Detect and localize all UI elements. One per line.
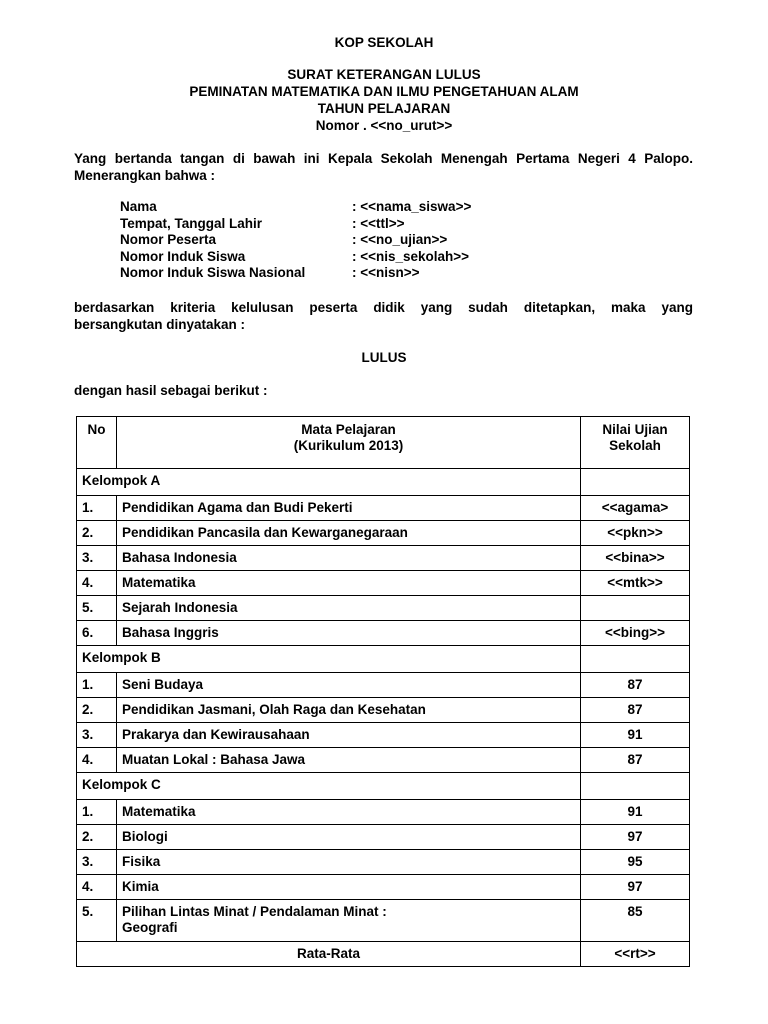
group-score-cell bbox=[581, 646, 690, 673]
identity-value: : <<nama_siswa>> bbox=[352, 199, 472, 214]
row-subject: Matematika bbox=[117, 800, 581, 825]
table-row bbox=[77, 850, 690, 875]
table-row bbox=[77, 698, 690, 723]
table-row bbox=[77, 596, 690, 621]
table-row bbox=[77, 800, 690, 825]
row-subject: Matematika bbox=[117, 571, 581, 596]
row-no: 4. bbox=[77, 748, 117, 773]
identity-value: : <<nisn>> bbox=[352, 265, 420, 281]
row-score: 91 bbox=[581, 723, 690, 748]
row-no: 4. bbox=[77, 571, 117, 596]
identity-label: Nomor Induk Siswa Nasional bbox=[120, 265, 306, 281]
identity-value: : <<nis_sekolah>> bbox=[352, 248, 470, 264]
row-subject: Pendidikan Pancasila dan Kewarganegaraan bbox=[117, 521, 581, 546]
row-score: 97 bbox=[581, 825, 690, 850]
identity-value: : <<ttl>> bbox=[352, 215, 405, 231]
group-score-cell bbox=[581, 773, 690, 800]
identity-label: Nomor Peserta bbox=[120, 232, 217, 248]
kop-sekolah: KOP SEKOLAH bbox=[334, 35, 434, 50]
header-no bbox=[77, 417, 117, 469]
academic-year: TAHUN PELAJARAN bbox=[317, 101, 451, 116]
table-row bbox=[77, 571, 690, 596]
row-no: 5. bbox=[77, 900, 117, 942]
table-row bbox=[77, 546, 690, 571]
row-score: 87 bbox=[581, 698, 690, 723]
table-row bbox=[77, 673, 690, 698]
row-no: 2. bbox=[77, 521, 117, 546]
grades-table bbox=[76, 416, 690, 967]
identity-value: : <<no_ujian>> bbox=[352, 232, 448, 248]
row-subject: Kimia bbox=[117, 875, 581, 900]
intro-line-2: Menerangkan bahwa : bbox=[74, 168, 216, 183]
row-no: 2. bbox=[77, 825, 117, 850]
group-row bbox=[77, 646, 690, 673]
group-row bbox=[77, 469, 690, 496]
row-score: 87 bbox=[581, 673, 690, 698]
row-score: 85 bbox=[581, 900, 690, 942]
document-subtitle: PEMINATAN MATEMATIKA DAN ILMU PENGETAHUAN ALAM bbox=[189, 84, 579, 99]
average-score: <<rt>> bbox=[581, 942, 690, 967]
row-subject: Sejarah Indonesia bbox=[117, 596, 581, 621]
document-number: Nomor . <<no_urut>> bbox=[315, 118, 453, 133]
intro-paragraph bbox=[74, 150, 693, 184]
row-score: <<bing>> bbox=[581, 621, 690, 646]
row-no: 1. bbox=[77, 496, 117, 521]
document-title: SURAT KETERANGAN LULUS bbox=[287, 67, 481, 82]
table-row bbox=[77, 900, 690, 942]
row-no: 5. bbox=[77, 596, 117, 621]
table-row bbox=[77, 621, 690, 646]
row-score: <<mtk>> bbox=[581, 571, 690, 596]
identity-row bbox=[120, 216, 620, 233]
row-subject: Biologi bbox=[117, 825, 581, 850]
header-no-label: No bbox=[87, 422, 106, 437]
row-score: 91 bbox=[581, 800, 690, 825]
table-header-row bbox=[77, 417, 690, 469]
row-subject: Seni Budaya bbox=[117, 673, 581, 698]
group-title: Kelompok B bbox=[77, 646, 581, 673]
header-score-line-1: Nilai Ujian bbox=[602, 422, 668, 437]
row-no: 6. bbox=[77, 621, 117, 646]
table-row bbox=[77, 521, 690, 546]
row-score: 87 bbox=[581, 748, 690, 773]
header-subject-line-2: (Kurikulum 2013) bbox=[293, 438, 404, 453]
row-subject: Bahasa Indonesia bbox=[117, 546, 581, 571]
table-row bbox=[77, 723, 690, 748]
group-title: Kelompok C bbox=[77, 773, 581, 800]
row-subject-line-1: Pilihan Lintas Minat / Pendalaman Minat : bbox=[122, 904, 387, 919]
identity-row bbox=[120, 265, 620, 282]
row-score: <<agama> bbox=[581, 496, 690, 521]
row-no: 3. bbox=[77, 546, 117, 571]
table-row bbox=[77, 875, 690, 900]
row-subject: Pendidikan Jasmani, Olah Raga dan Kesehatan bbox=[117, 698, 581, 723]
row-score bbox=[581, 596, 690, 621]
table-row bbox=[77, 496, 690, 521]
row-no: 3. bbox=[77, 723, 117, 748]
row-subject: Muatan Lokal : Bahasa Jawa bbox=[117, 748, 581, 773]
criteria-line-2: bersangkutan dinyatakan : bbox=[74, 317, 246, 332]
header-subject-line-1: Mata Pelajaran bbox=[301, 422, 396, 437]
group-row bbox=[77, 773, 690, 800]
row-subject: Pendidikan Agama dan Budi Pekerti bbox=[117, 496, 581, 521]
identity-label: Nomor Induk Siswa bbox=[120, 248, 246, 264]
row-no: 3. bbox=[77, 850, 117, 875]
student-identity bbox=[120, 199, 620, 282]
header-subject bbox=[117, 417, 581, 469]
criteria-line-1: berdasarkan kriteria kelulusan peserta didik yang sudah ditetapkan, maka yang bbox=[74, 300, 693, 315]
average-label: Rata-Rata bbox=[77, 942, 581, 967]
row-score: 97 bbox=[581, 875, 690, 900]
row-no: 4. bbox=[77, 875, 117, 900]
graduation-status: LULUS bbox=[361, 350, 407, 365]
table-row bbox=[77, 748, 690, 773]
row-subject: Prakarya dan Kewirausahaan bbox=[117, 723, 581, 748]
identity-label: Nama bbox=[120, 199, 157, 214]
header-score-line-2: Sekolah bbox=[609, 438, 661, 453]
row-no: 1. bbox=[77, 800, 117, 825]
row-subject-line-2: Geografi bbox=[122, 920, 178, 935]
identity-label: Tempat, Tanggal Lahir bbox=[120, 215, 263, 231]
row-score: <<bina>> bbox=[581, 546, 690, 571]
average-row bbox=[77, 942, 690, 967]
identity-row bbox=[120, 199, 620, 216]
group-score-cell bbox=[581, 469, 690, 496]
header-score bbox=[581, 417, 690, 469]
criteria-paragraph bbox=[74, 299, 693, 333]
row-subject bbox=[117, 900, 581, 942]
row-subject: Fisika bbox=[117, 850, 581, 875]
results-intro: dengan hasil sebagai berikut : bbox=[74, 383, 268, 398]
row-score: <<pkn>> bbox=[581, 521, 690, 546]
row-no: 1. bbox=[77, 673, 117, 698]
group-title: Kelompok A bbox=[77, 469, 581, 496]
identity-row bbox=[120, 232, 620, 249]
row-no: 2. bbox=[77, 698, 117, 723]
table-row bbox=[77, 825, 690, 850]
identity-row bbox=[120, 249, 620, 266]
row-score: 95 bbox=[581, 850, 690, 875]
intro-line-1: Yang bertanda tangan di bawah ini Kepala Sekolah Menengah Pertama Negeri 4 Palopo. bbox=[74, 151, 693, 166]
row-subject: Bahasa Inggris bbox=[117, 621, 581, 646]
